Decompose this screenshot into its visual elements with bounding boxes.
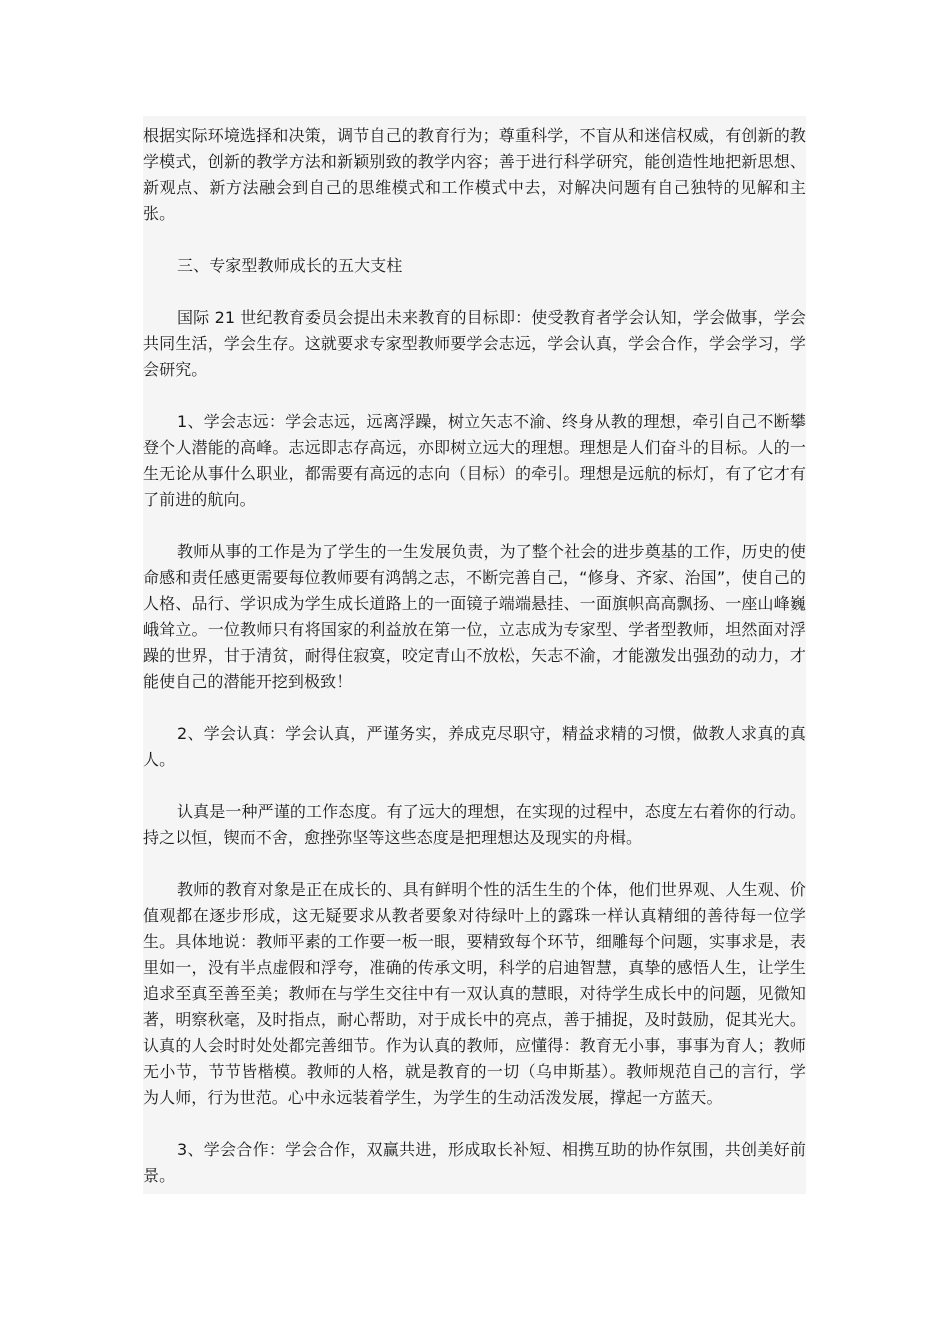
paragraph-education-objects: 教师的教育对象是正在成长的、具有鲜明个性的活生生的个体，他们世界观、人生观、价值观都在逐步形成，这无疑要求从教者要象对待绿叶上的露珠一样认真精细的善待每一位学生。具体地说：教师平素的工作要一板一眼，要精致每个环节，细雕每个问题，实事求是，表里如一，没有半点虚假和浮夸，准确的传承文明，科学的启迪智慧，真挚的感悟人生，让学生追求至真至善至美；教师在与学生交往中有一双认真的慧眼，对待学生成长中的问题，见微知著，明察秋毫，及时指点，耐心帮助，对于成长中的亮点，善于捕捉，及时鼓励，促其光大。认真的人会时时处处都完善细节。作为认真的教师，应懂得：教育无小事，事事为育人；教师无小节，节节皆楷模。教师的人格，就是教育的一切（乌申斯基）。教师规范自己的言行，学为人师，行为世范。心中永远装着学生，为学生的生动活泼发展，撑起一方蓝天。 [143, 880, 806, 1107]
paragraph-learn-seriousness: 2、学会认真：学会认真，严谨务实，养成克尽职守，精益求精的习惯，做教人求真的真人。 [143, 724, 806, 769]
document-body [143, 116, 806, 1194]
paragraph-intro-continuation: 根据实际环境选择和决策，调节自己的教育行为；尊重科学，不盲从和迷信权威，有创新的教学模式，创新的教学方法和新颖别致的教学内容；善于进行科学研究，能创造性地把新思想、新观点、新方法融会到自己的思维模式和工作模式中去，对解决问题有自己独特的见解和主张。 [143, 126, 806, 223]
paragraph-education-goals: 国际 21 世纪教育委员会提出未来教育的目标即：使受教育者学会认知，学会做事，学会共同生活，学会生存。这就要求专家型教师要学会志远，学会认真，学会合作，学会学习，学会研究。 [143, 308, 806, 379]
section-heading-five-pillars: 三、专家型教师成长的五大支柱 [177, 256, 403, 275]
paragraph-learn-cooperation: 3、学会合作：学会合作，双赢共进，形成取长补短、相携互助的协作氛围，共创美好前景。 [143, 1140, 806, 1185]
paragraph-serious-attitude: 认真是一种严谨的工作态度。有了远大的理想，在实现的过程中，态度左右着你的行动。持之以恒，锲而不舍，愈挫弥坚等这些态度是把理想达及现实的舟楫。 [143, 802, 806, 847]
paragraph-teacher-mission: 教师从事的工作是为了学生的一生发展负责，为了整个社会的进步奠基的工作，历史的使命感和责任感更需要每位教师要有鸿鹄之志，不断完善自己，“修身、齐家、治国”，使自己的人格、品行、学识成为学生成长道路上的一面镜子端端悬挂、一面旗帜高高飘扬、一座山峰巍峨耸立。一位教师只有将国家的利益放在第一位，立志成为专家型、学者型教师，坦然面对浮躁的世界，甘于清贫，耐得住寂寞，咬定青山不放松，矢志不渝，才能激发出强劲的动力，才能使自己的潜能开挖到极致！ [143, 542, 806, 691]
paragraph-learn-ambition: 1、学会志远：学会志远，远离浮躁，树立矢志不渝、终身从教的理想，牵引自己不断攀登个人潜能的高峰。志远即志存高远，亦即树立远大的理想。理想是人们奋斗的目标。人的一生无论从事什么职业，都需要有高远的志向（目标）的牵引。理想是远航的标灯，有了它才有了前进的航向。 [143, 412, 806, 509]
